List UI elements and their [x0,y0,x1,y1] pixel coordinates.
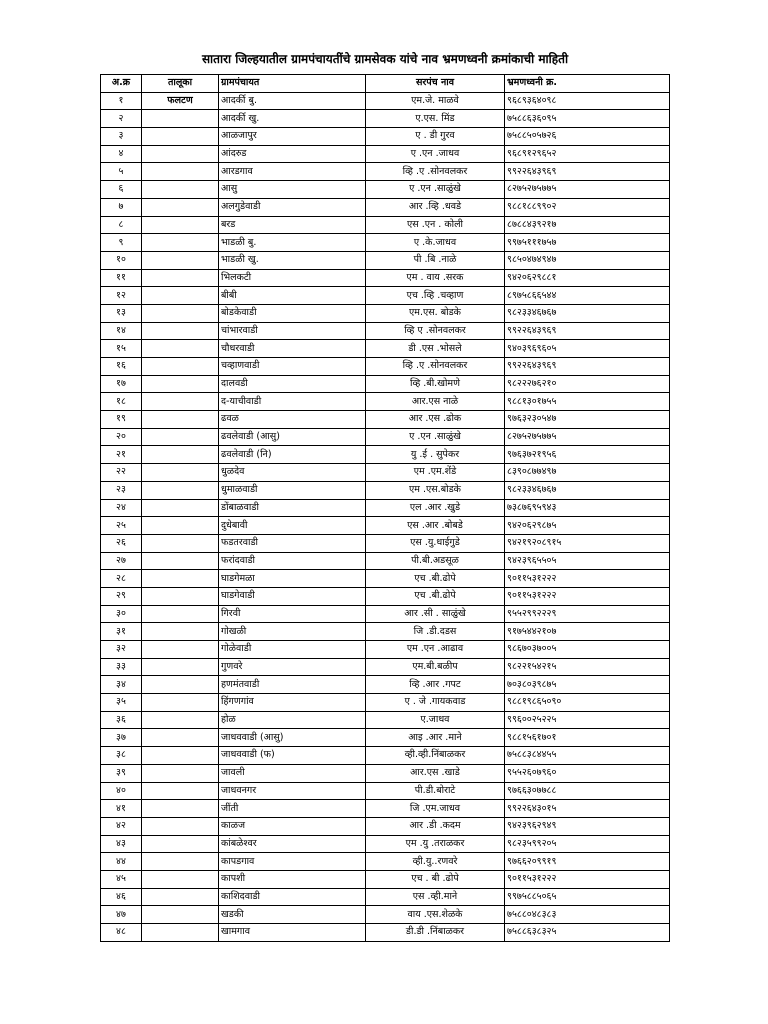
serial-cell: ३९ [101,764,142,782]
serial-cell: ४८ [101,924,142,942]
mobile-number-cell: ७५८८६३६०९५ [505,110,670,128]
gram-panchayat-cell: चव्हाणवाडी [219,358,366,376]
taluka-cell [142,835,219,853]
table-row [101,782,670,800]
sarpanch-name-cell: एम . वाय .सरक [366,269,505,287]
mobile-number-cell: ९४२०६२९८७५ [505,517,670,535]
mobile-number-cell: ९६८९३६४०९८ [505,92,670,110]
mobile-number-cell: ९८८१३०१७५५ [505,393,670,411]
taluka-cell: फलटण [142,92,219,110]
taluka-cell [142,888,219,906]
sarpanch-name-cell: ए.जाधव [366,711,505,729]
serial-cell: ५ [101,163,142,181]
sarpanch-name-cell: ए .एन .जाधव [366,145,505,163]
gram-panchayat-cell: ढवलेवाडी (नि) [219,446,366,464]
mobile-number-cell: ९६८९१२९६५२ [505,145,670,163]
gram-panchayat-cell: होळ [219,711,366,729]
gram-panchayat-cell: घाडगेमळा [219,570,366,588]
sarpanch-name-cell: एस .व्ही.माने [366,888,505,906]
serial-cell: ७ [101,198,142,216]
serial-cell: २२ [101,464,142,482]
sarpanch-name-cell: एम .यु .तराळकर [366,835,505,853]
taluka-cell [142,534,219,552]
table-row [101,322,670,340]
mobile-number-cell: ९५५२६०७९६० [505,764,670,782]
gram-panchayat-cell: खडकी [219,906,366,924]
serial-cell: ४६ [101,888,142,906]
sarpanch-name-cell: व्हि .आर .गपट [366,676,505,694]
mobile-number-cell: ९९७५८८५०६५ [505,888,670,906]
serial-cell: १६ [101,358,142,376]
table-row [101,517,670,535]
taluka-cell [142,145,219,163]
document-title: सातारा जिल्हयातील ग्रामपंचायतींचे ग्रामसेवक यांचे नाव भ्रमणध्वनी क्रमांकाची माहिती [201,52,569,66]
gram-panchayat-cell: जाधवनगर [219,782,366,800]
serial-cell: २५ [101,517,142,535]
serial-cell: २१ [101,446,142,464]
gram-panchayat-cell: धुमाळवाडी [219,481,366,499]
table-row [101,110,670,128]
gram-panchayat-cell: गुणवरे [219,658,366,676]
table-row [101,269,670,287]
sarpanch-name-cell: एस .यु.धाईगुडे [366,534,505,552]
sarpanch-name-cell: एल .आर .खुडे [366,499,505,517]
serial-cell: ३८ [101,747,142,765]
taluka-cell [142,764,219,782]
mobile-number-cell: ७०३८०३९८७५ [505,676,670,694]
table-row [101,287,670,305]
table-row [101,853,670,871]
gram-panchayat-cell: धुळदेव [219,464,366,482]
gram-panchayat-cell: घाडगेवाडी [219,587,366,605]
table-row [101,641,670,659]
sarpanch-name-cell: आर .डी .कदम [366,817,505,835]
sarpanch-name-cell: ए . डी गुरव [366,128,505,146]
table-row [101,393,670,411]
mobile-number-cell: ९८८१९८६५०९० [505,694,670,712]
gram-panchayat-cell: आदर्की बु. [219,92,366,110]
serial-cell: ३६ [101,711,142,729]
mobile-number-cell: ८७८८४३९२१७ [505,216,670,234]
taluka-cell [142,906,219,924]
taluka-cell [142,552,219,570]
gram-panchayat-cell: गिरवी [219,605,366,623]
gram-panchayat-cell: आंदरुड [219,145,366,163]
sarpanch-name-cell: पी .बि .नाळे [366,251,505,269]
serial-cell: ३४ [101,676,142,694]
gram-panchayat-cell: काळज [219,817,366,835]
gram-panchayat-cell: कांबळेश्वर [219,835,366,853]
taluka-cell [142,747,219,765]
mobile-number-cell: ९४२३९६२९४९ [505,817,670,835]
taluka-cell [142,287,219,305]
sarpanch-name-cell: ए .एन .साळुंखे [366,428,505,446]
table-row [101,534,670,552]
table-row [101,198,670,216]
gram-panchayat-cell: काशिदवाडी [219,888,366,906]
table-row [101,481,670,499]
table-row [101,623,670,641]
mobile-number-cell: ७५८८६३८३२५ [505,924,670,942]
serial-cell: १ [101,92,142,110]
mobile-number-cell: ९९६००२५२२५ [505,711,670,729]
mobile-number-cell: ८३९०८७७४९७ [505,464,670,482]
sarpanch-name-cell: जि .एम.जाधव [366,800,505,818]
taluka-cell [142,198,219,216]
taluka-cell [142,322,219,340]
serial-cell: ६ [101,181,142,199]
table-row [101,92,670,110]
serial-cell: १२ [101,287,142,305]
taluka-cell [142,853,219,871]
sarpanch-name-cell: आर .एस .ढोक [366,411,505,429]
mobile-number-cell: ९८२३३४६७६७ [505,481,670,499]
gram-panchayat-cell: गोखळी [219,623,366,641]
taluka-cell [142,110,219,128]
taluka-cell [142,641,219,659]
mobile-number-cell: ९४२१९२०८९१५ [505,534,670,552]
sarpanch-name-cell: वाय .एस.शेळके [366,906,505,924]
table-row [101,358,670,376]
table-row [101,658,670,676]
taluka-cell [142,464,219,482]
gram-panchayat-cell: ढवळ [219,411,366,429]
mobile-number-cell: ९७६६३०७७८८ [505,782,670,800]
mobile-number-cell: ९९२२६४३९६९ [505,163,670,181]
sarpanch-name-cell: ए.एस. मिंड [366,110,505,128]
gram-panchayat-cell: कापडगाव [219,853,366,871]
taluka-cell [142,605,219,623]
mobile-number-cell: ७३८७६९५९४३ [505,499,670,517]
table-header-row [101,75,670,93]
sarpanch-name-cell: एम.जे. माळवे [366,92,505,110]
mobile-number-cell: ९९७५१११७५७ [505,234,670,252]
serial-cell: २ [101,110,142,128]
table-body [101,92,670,941]
gram-panchayat-cell: दुधेबावी [219,517,366,535]
sarpanch-name-cell: एस .एन . कोली [366,216,505,234]
taluka-cell [142,216,219,234]
mobile-number-cell: ८९७५८६६५४४ [505,287,670,305]
table-row [101,870,670,888]
gram-panchayat-cell: आदर्की खु. [219,110,366,128]
mobile-number-cell: ९९२२६४३९६९ [505,358,670,376]
contact-table [100,74,670,942]
mobile-number-cell: ९०११५३१२२२ [505,570,670,588]
serial-cell: ४२ [101,817,142,835]
taluka-cell [142,234,219,252]
sarpanch-name-cell: ए . जे .गायकवाड [366,694,505,712]
taluka-cell [142,251,219,269]
sarpanch-name-cell: जि .डी.दडस [366,623,505,641]
gram-panchayat-cell: हणमंतवाडी [219,676,366,694]
header-serial: अ.क्र [101,75,142,93]
mobile-number-cell: ९८२३३४६७६७ [505,304,670,322]
gram-panchayat-cell: आसु [219,181,366,199]
sarpanch-name-cell: ए .एन .साळुंखे [366,181,505,199]
taluka-cell [142,517,219,535]
mobile-number-cell: ९८५०४७४९४७ [505,251,670,269]
serial-cell: ४३ [101,835,142,853]
serial-cell: ८ [101,216,142,234]
sarpanch-name-cell: एच . बी .ढोपे [366,870,505,888]
gram-panchayat-cell: अलगुडेवाडी [219,198,366,216]
gram-panchayat-cell: डोंबाळवाडी [219,499,366,517]
mobile-number-cell: ९४०३९६९६०५ [505,340,670,358]
serial-cell: ४५ [101,870,142,888]
sarpanch-name-cell: व्ही.व्ही.निंबाळकर [366,747,505,765]
taluka-cell [142,375,219,393]
gram-panchayat-cell: ढवलेवाडी (आसु) [219,428,366,446]
header-sarpanch-name: सरपंच नाव [366,75,505,93]
table-row [101,924,670,942]
taluka-cell [142,163,219,181]
sarpanch-name-cell: एस .आर .बोबडे [366,517,505,535]
taluka-cell [142,587,219,605]
gram-panchayat-cell: फडतरवाडी [219,534,366,552]
taluka-cell [142,428,219,446]
sarpanch-name-cell: एम .एन .आढाव [366,641,505,659]
sarpanch-name-cell: एम .एस.बोडके [366,481,505,499]
sarpanch-name-cell: डी .एस .भोसले [366,340,505,358]
table-row [101,428,670,446]
taluka-cell [142,499,219,517]
serial-cell: २८ [101,570,142,588]
mobile-number-cell: ९१७५४४२१०७ [505,623,670,641]
table-row [101,499,670,517]
serial-cell: १९ [101,411,142,429]
sarpanch-name-cell: एच .बी.ढोपे [366,587,505,605]
gram-panchayat-cell: आळजापुर [219,128,366,146]
serial-cell: १७ [101,375,142,393]
table-row [101,234,670,252]
mobile-number-cell: ९७६६२०९९१९ [505,853,670,871]
mobile-number-cell: ९७६३७२१९५६ [505,446,670,464]
serial-cell: २९ [101,587,142,605]
table-row [101,411,670,429]
taluka-cell [142,623,219,641]
serial-cell: २७ [101,552,142,570]
taluka-cell [142,711,219,729]
mobile-number-cell: ९८२२२७६२१० [505,375,670,393]
mobile-number-cell: ८२७५२७५७७५ [505,181,670,199]
serial-cell: २० [101,428,142,446]
table-row [101,340,670,358]
sarpanch-name-cell: व्हि .बी.खोमणे [366,375,505,393]
header-mobile-number: भ्रमणध्वनी क्र. [505,75,670,93]
table-row [101,446,670,464]
sarpanch-name-cell: आर.एस .खाडे [366,764,505,782]
serial-cell: ९ [101,234,142,252]
mobile-number-cell: ९८२२१५४२१५ [505,658,670,676]
sarpanch-name-cell: एच .व्हि .चव्हाण [366,287,505,305]
gram-panchayat-cell: फरांदवाडी [219,552,366,570]
serial-cell: ११ [101,269,142,287]
serial-cell: १५ [101,340,142,358]
taluka-cell [142,358,219,376]
mobile-number-cell: ९४२३९६५५०५ [505,552,670,570]
table-row [101,464,670,482]
taluka-cell [142,924,219,942]
serial-cell: १३ [101,304,142,322]
gram-panchayat-cell: जाधववाडी (आसु) [219,729,366,747]
taluka-cell [142,817,219,835]
table-row [101,694,670,712]
mobile-number-cell: ९९२२६४३९६९ [505,322,670,340]
sarpanch-name-cell: एम.बी.बळीप [366,658,505,676]
gram-panchayat-cell: जींती [219,800,366,818]
sarpanch-name-cell: पी.बी.अडसूळ [366,552,505,570]
taluka-cell [142,658,219,676]
sarpanch-name-cell: आर .व्हि .धवडे [366,198,505,216]
table-row [101,304,670,322]
mobile-number-cell: ८२७५२७५७७५ [505,428,670,446]
taluka-cell [142,393,219,411]
mobile-number-cell: ९८८१८८९९०२ [505,198,670,216]
gram-panchayat-cell: दालवडी [219,375,366,393]
serial-cell: ४ [101,145,142,163]
serial-cell: ३० [101,605,142,623]
gram-panchayat-cell: चांभारवाडी [219,322,366,340]
serial-cell: ३५ [101,694,142,712]
table-row [101,128,670,146]
table-row [101,163,670,181]
table-row [101,145,670,163]
serial-cell: २४ [101,499,142,517]
sarpanch-name-cell: व्हि .ए .सोनवलकर [366,358,505,376]
taluka-cell [142,411,219,429]
mobile-number-cell: ९०११५३१२२२ [505,870,670,888]
table-row [101,605,670,623]
mobile-number-cell: ९९२२६४३०१५ [505,800,670,818]
gram-panchayat-cell: जाधववाडी (फ) [219,747,366,765]
gram-panchayat-cell: द-याचीवाडी [219,393,366,411]
mobile-number-cell: ९४२०६२९८८१ [505,269,670,287]
mobile-number-cell: ९८६७०३७००५ [505,641,670,659]
gram-panchayat-cell: बीबी [219,287,366,305]
taluka-cell [142,340,219,358]
mobile-number-cell: ७५८८०४८३८३ [505,906,670,924]
sarpanch-name-cell: ए .के.जाधव [366,234,505,252]
table-row [101,711,670,729]
serial-cell: ३३ [101,658,142,676]
serial-cell: ४७ [101,906,142,924]
taluka-cell [142,782,219,800]
mobile-number-cell: ७५८८५०५७२६ [505,128,670,146]
table-row [101,676,670,694]
table-row [101,375,670,393]
serial-cell: ३ [101,128,142,146]
taluka-cell [142,446,219,464]
sarpanch-name-cell: आर.एस नाळे [366,393,505,411]
taluka-cell [142,800,219,818]
serial-cell: ४१ [101,800,142,818]
gram-panchayat-cell: आरडगाव [219,163,366,181]
sarpanch-name-cell: आइ .आर .माने [366,729,505,747]
mobile-number-cell: ९७६३२३०५४७ [505,411,670,429]
serial-cell: ३२ [101,641,142,659]
gram-panchayat-cell: बोडकेवाडी [219,304,366,322]
sarpanch-name-cell: एच .बी.ढोपे [366,570,505,588]
taluka-cell [142,481,219,499]
header-taluka: तालूका [142,75,219,93]
table-row [101,570,670,588]
sarpanch-name-cell: यु .ई . सुपेकर [366,446,505,464]
table-row [101,587,670,605]
taluka-cell [142,570,219,588]
mobile-number-cell: ९५५२९९२२२९ [505,605,670,623]
mobile-number-cell: ९०११५३१२२२ [505,587,670,605]
serial-cell: ३७ [101,729,142,747]
sarpanch-name-cell: एम.एस. बोडके [366,304,505,322]
table-row [101,747,670,765]
gram-panchayat-cell: भिलकटी [219,269,366,287]
mobile-number-cell: ९८८१५६१७०१ [505,729,670,747]
serial-cell: ४० [101,782,142,800]
gram-panchayat-cell: हिंगणगांव [219,694,366,712]
serial-cell: १८ [101,393,142,411]
header-gram-panchayat: ग्रामपंचायत [219,75,366,93]
taluka-cell [142,269,219,287]
table-row [101,906,670,924]
table-row [101,216,670,234]
sarpanch-name-cell: डी.डी .निंबाळकर [366,924,505,942]
sarpanch-name-cell: पी.डी.बोराटे [366,782,505,800]
table-row [101,181,670,199]
gram-panchayat-cell: चौधरवाडी [219,340,366,358]
taluka-cell [142,694,219,712]
taluka-cell [142,676,219,694]
gram-panchayat-cell: बरड [219,216,366,234]
sarpanch-name-cell: आर .सी . साळुंखे [366,605,505,623]
serial-cell: ४४ [101,853,142,871]
serial-cell: ३१ [101,623,142,641]
table-row [101,764,670,782]
taluka-cell [142,128,219,146]
sarpanch-name-cell: व्ही.यु..रणवरे [366,853,505,871]
gram-panchayat-cell: भाडळी खु. [219,251,366,269]
gram-panchayat-cell: कापशी [219,870,366,888]
mobile-number-cell: ९८२३५९९२०५ [505,835,670,853]
taluka-cell [142,729,219,747]
serial-cell: २६ [101,534,142,552]
gram-panchayat-cell: खामगाव [219,924,366,942]
taluka-cell [142,181,219,199]
gram-panchayat-cell: जावली [219,764,366,782]
table-row [101,888,670,906]
table-row [101,817,670,835]
table-row [101,552,670,570]
mobile-number-cell: ७५८८३८४४५५ [505,747,670,765]
gram-panchayat-cell: भाडळी बु. [219,234,366,252]
taluka-cell [142,870,219,888]
serial-cell: १० [101,251,142,269]
sarpanch-name-cell: व्हि ए .सोनवलकर [366,322,505,340]
taluka-cell [142,304,219,322]
sarpanch-name-cell: व्हि .ए .सोनवलकर [366,163,505,181]
table-row [101,800,670,818]
table-row [101,251,670,269]
serial-cell: २३ [101,481,142,499]
sarpanch-name-cell: एम .एम.शेंडे [366,464,505,482]
table-row [101,835,670,853]
gram-panchayat-cell: गोळेवाडी [219,641,366,659]
serial-cell: १४ [101,322,142,340]
table-row [101,729,670,747]
